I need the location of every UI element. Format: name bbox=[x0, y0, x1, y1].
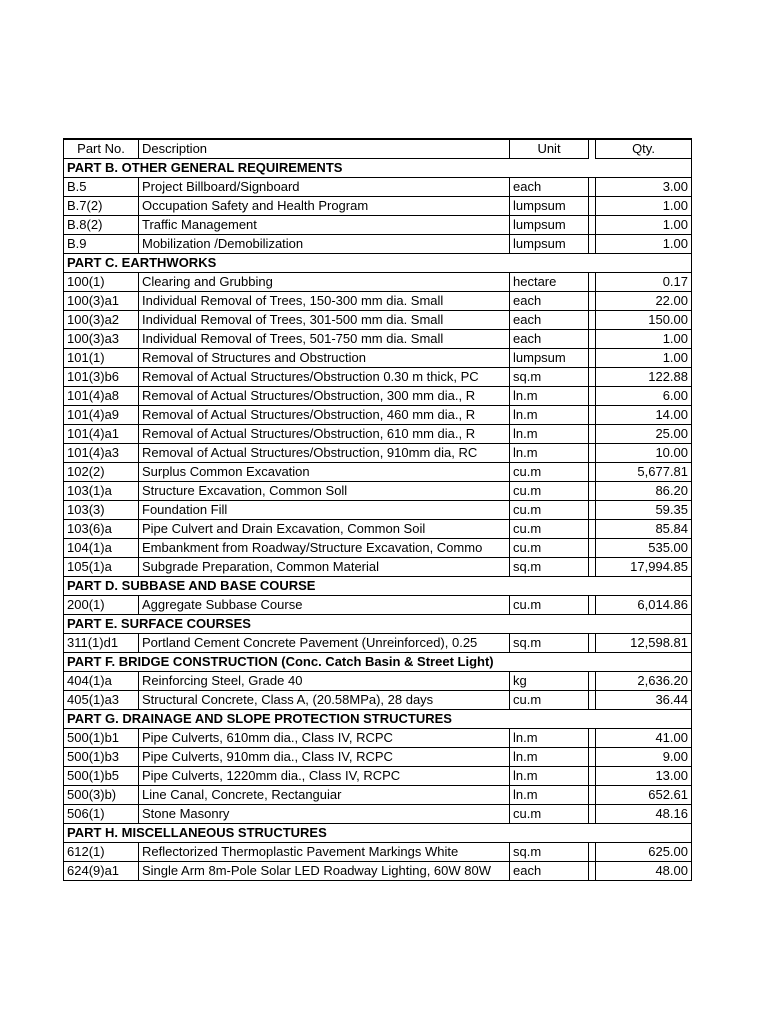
description-cell: Reflectorized Thermoplastic Pavement Markings White bbox=[139, 843, 510, 862]
description-cell: Removal of Actual Structures/Obstruction, 910mm dia, RC bbox=[139, 444, 510, 463]
description-cell: Removal of Actual Structures/Obstruction, 460 mm dia., R bbox=[139, 406, 510, 425]
qty-cell: 85.84 bbox=[596, 520, 692, 539]
qty-cell: 48.16 bbox=[596, 805, 692, 824]
table-row bbox=[64, 311, 692, 330]
table-row bbox=[64, 482, 692, 501]
description-cell: Embankment from Roadway/Structure Excavation, Commo bbox=[139, 539, 510, 558]
part-no-cell: 101(4)a8 bbox=[64, 387, 139, 406]
qty-cell: 1.00 bbox=[596, 330, 692, 349]
qty-cell: 1.00 bbox=[596, 216, 692, 235]
qty-cell: 1.00 bbox=[596, 349, 692, 368]
unit-cell: ln.m bbox=[510, 729, 589, 748]
part-no-cell: 100(1) bbox=[64, 273, 139, 292]
header-qty: Qty. bbox=[596, 139, 692, 159]
section-title: PART F. BRIDGE CONSTRUCTION (Conc. Catch Basin & Street Light) bbox=[64, 653, 589, 672]
section-title: PART E. SURFACE COURSES bbox=[64, 615, 589, 634]
part-no-cell: 103(3) bbox=[64, 501, 139, 520]
unit-cell: ln.m bbox=[510, 786, 589, 805]
table-row bbox=[64, 425, 692, 444]
table-row bbox=[64, 501, 692, 520]
section-header-row bbox=[64, 159, 692, 178]
description-cell: Pipe Culverts, 910mm dia., Class IV, RCPC bbox=[139, 748, 510, 767]
qty-cell: 13.00 bbox=[596, 767, 692, 786]
unit-cell: cu.m bbox=[510, 539, 589, 558]
header-description: Description bbox=[139, 139, 510, 159]
qty-cell: 36.44 bbox=[596, 691, 692, 710]
description-cell: Pipe Culverts, 610mm dia., Class IV, RCPC bbox=[139, 729, 510, 748]
description-cell: Reinforcing Steel, Grade 40 bbox=[139, 672, 510, 691]
description-cell: Pipe Culvert and Drain Excavation, Common Soil bbox=[139, 520, 510, 539]
section-title: PART H. MISCELLANEOUS STRUCTURES bbox=[64, 824, 589, 843]
unit-cell: lumpsum bbox=[510, 197, 589, 216]
section-header-row bbox=[64, 254, 692, 273]
part-no-cell: 101(4)a3 bbox=[64, 444, 139, 463]
description-cell: Traffic Management bbox=[139, 216, 510, 235]
part-no-cell: 612(1) bbox=[64, 843, 139, 862]
table-row bbox=[64, 406, 692, 425]
unit-cell: cu.m bbox=[510, 482, 589, 501]
unit-cell: cu.m bbox=[510, 805, 589, 824]
unit-cell: hectare bbox=[510, 273, 589, 292]
description-cell: Project Billboard/Signboard bbox=[139, 178, 510, 197]
part-no-cell: 101(3)b6 bbox=[64, 368, 139, 387]
part-no-cell: 100(3)a1 bbox=[64, 292, 139, 311]
description-cell: Foundation Fill bbox=[139, 501, 510, 520]
unit-cell: ln.m bbox=[510, 387, 589, 406]
unit-cell: each bbox=[510, 330, 589, 349]
unit-cell: kg bbox=[510, 672, 589, 691]
section-header-row bbox=[64, 577, 692, 596]
section-header-row bbox=[64, 710, 692, 729]
part-no-cell: 311(1)d1 bbox=[64, 634, 139, 653]
unit-cell: each bbox=[510, 178, 589, 197]
qty-cell: 150.00 bbox=[596, 311, 692, 330]
qty-cell: 6,014.86 bbox=[596, 596, 692, 615]
part-no-cell: 104(1)a bbox=[64, 539, 139, 558]
bill-of-quantities-table bbox=[63, 138, 692, 881]
table-row bbox=[64, 216, 692, 235]
description-cell: Subgrade Preparation, Common Material bbox=[139, 558, 510, 577]
part-no-cell: 200(1) bbox=[64, 596, 139, 615]
part-no-cell: B.9 bbox=[64, 235, 139, 254]
unit-cell: cu.m bbox=[510, 691, 589, 710]
part-no-cell: 102(2) bbox=[64, 463, 139, 482]
table-row bbox=[64, 520, 692, 539]
table-body bbox=[64, 159, 692, 881]
table-row bbox=[64, 634, 692, 653]
qty-cell: 625.00 bbox=[596, 843, 692, 862]
description-cell: Individual Removal of Trees, 301-500 mm dia. Small bbox=[139, 311, 510, 330]
qty-cell: 0.17 bbox=[596, 273, 692, 292]
table-row bbox=[64, 748, 692, 767]
part-no-cell: B.7(2) bbox=[64, 197, 139, 216]
description-cell: Clearing and Grubbing bbox=[139, 273, 510, 292]
qty-cell: 652.61 bbox=[596, 786, 692, 805]
section-title: PART D. SUBBASE AND BASE COURSE bbox=[64, 577, 589, 596]
qty-cell: 6.00 bbox=[596, 387, 692, 406]
part-no-cell: 405(1)a3 bbox=[64, 691, 139, 710]
table-row bbox=[64, 805, 692, 824]
table-row bbox=[64, 786, 692, 805]
unit-cell: cu.m bbox=[510, 501, 589, 520]
table-row bbox=[64, 596, 692, 615]
part-no-cell: 506(1) bbox=[64, 805, 139, 824]
part-no-cell: 624(9)a1 bbox=[64, 862, 139, 881]
table-row bbox=[64, 178, 692, 197]
unit-cell: ln.m bbox=[510, 406, 589, 425]
table-row bbox=[64, 349, 692, 368]
description-cell: Individual Removal of Trees, 150-300 mm dia. Small bbox=[139, 292, 510, 311]
qty-cell: 86.20 bbox=[596, 482, 692, 501]
part-no-cell: 103(1)a bbox=[64, 482, 139, 501]
description-cell: Removal of Structures and Obstruction bbox=[139, 349, 510, 368]
table-row bbox=[64, 444, 692, 463]
qty-cell: 48.00 bbox=[596, 862, 692, 881]
unit-cell: cu.m bbox=[510, 520, 589, 539]
unit-cell: cu.m bbox=[510, 463, 589, 482]
table-row bbox=[64, 292, 692, 311]
qty-cell: 1.00 bbox=[596, 235, 692, 254]
unit-cell: lumpsum bbox=[510, 349, 589, 368]
table-row bbox=[64, 862, 692, 881]
unit-cell: ln.m bbox=[510, 444, 589, 463]
qty-cell: 17,994.85 bbox=[596, 558, 692, 577]
table-row bbox=[64, 235, 692, 254]
section-header-row bbox=[64, 615, 692, 634]
qty-cell: 3.00 bbox=[596, 178, 692, 197]
description-cell: Pipe Culverts, 1220mm dia., Class IV, RCPC bbox=[139, 767, 510, 786]
description-cell: Mobilization /Demobilization bbox=[139, 235, 510, 254]
part-no-cell: B.5 bbox=[64, 178, 139, 197]
description-cell: Structure Excavation, Common Soll bbox=[139, 482, 510, 501]
description-cell: Removal of Actual Structures/Obstruction, 300 mm dia., R bbox=[139, 387, 510, 406]
unit-cell: ln.m bbox=[510, 425, 589, 444]
table-row bbox=[64, 729, 692, 748]
unit-cell: lumpsum bbox=[510, 216, 589, 235]
part-no-cell: B.8(2) bbox=[64, 216, 139, 235]
table-row bbox=[64, 273, 692, 292]
qty-cell: 22.00 bbox=[596, 292, 692, 311]
part-no-cell: 100(3)a3 bbox=[64, 330, 139, 349]
description-cell: Individual Removal of Trees, 501-750 mm dia. Small bbox=[139, 330, 510, 349]
description-cell: Surplus Common Excavation bbox=[139, 463, 510, 482]
unit-cell: lumpsum bbox=[510, 235, 589, 254]
part-no-cell: 500(1)b1 bbox=[64, 729, 139, 748]
part-no-cell: 500(1)b3 bbox=[64, 748, 139, 767]
qty-cell: 5,677.81 bbox=[596, 463, 692, 482]
description-cell: Removal of Actual Structures/Obstruction 0.30 m thick, PC bbox=[139, 368, 510, 387]
part-no-cell: 404(1)a bbox=[64, 672, 139, 691]
part-no-cell: 101(4)a1 bbox=[64, 425, 139, 444]
description-cell: Removal of Actual Structures/Obstruction, 610 mm dia., R bbox=[139, 425, 510, 444]
quantity-sheet bbox=[63, 138, 692, 881]
description-cell: Single Arm 8m-Pole Solar LED Roadway Lighting, 60W 80W bbox=[139, 862, 510, 881]
table-row bbox=[64, 197, 692, 216]
unit-cell: each bbox=[510, 311, 589, 330]
part-no-cell: 100(3)a2 bbox=[64, 311, 139, 330]
unit-cell: ln.m bbox=[510, 767, 589, 786]
unit-cell: sq.m bbox=[510, 368, 589, 387]
section-title: PART G. DRAINAGE AND SLOPE PROTECTION STRUCTURES bbox=[64, 710, 589, 729]
table-row bbox=[64, 843, 692, 862]
qty-cell: 1.00 bbox=[596, 197, 692, 216]
section-title: PART C. EARTHWORKS bbox=[64, 254, 589, 273]
part-no-cell: 101(4)a9 bbox=[64, 406, 139, 425]
table-row bbox=[64, 463, 692, 482]
description-cell: Occupation Safety and Health Program bbox=[139, 197, 510, 216]
table-row bbox=[64, 368, 692, 387]
header-part-no: Part No. bbox=[64, 139, 139, 159]
table-header-row bbox=[64, 139, 692, 159]
description-cell: Portland Cement Concrete Pavement (Unreinforced), 0.25 bbox=[139, 634, 510, 653]
description-cell: Aggregate Subbase Course bbox=[139, 596, 510, 615]
section-header-row bbox=[64, 653, 692, 672]
qty-cell: 12,598.81 bbox=[596, 634, 692, 653]
unit-cell: sq.m bbox=[510, 843, 589, 862]
unit-cell: each bbox=[510, 862, 589, 881]
part-no-cell: 500(1)b5 bbox=[64, 767, 139, 786]
section-header-row bbox=[64, 824, 692, 843]
header-unit: Unit bbox=[510, 139, 589, 159]
table-row bbox=[64, 330, 692, 349]
qty-cell: 2,636.20 bbox=[596, 672, 692, 691]
table-row bbox=[64, 558, 692, 577]
table-row bbox=[64, 387, 692, 406]
qty-cell: 9.00 bbox=[596, 748, 692, 767]
description-cell: Line Canal, Concrete, Rectanguiar bbox=[139, 786, 510, 805]
part-no-cell: 103(6)a bbox=[64, 520, 139, 539]
unit-cell: each bbox=[510, 292, 589, 311]
qty-cell: 59.35 bbox=[596, 501, 692, 520]
part-no-cell: 101(1) bbox=[64, 349, 139, 368]
table-row bbox=[64, 767, 692, 786]
part-no-cell: 105(1)a bbox=[64, 558, 139, 577]
table-row bbox=[64, 691, 692, 710]
part-no-cell: 500(3)b) bbox=[64, 786, 139, 805]
qty-cell: 122.88 bbox=[596, 368, 692, 387]
table-row bbox=[64, 672, 692, 691]
qty-cell: 535.00 bbox=[596, 539, 692, 558]
unit-cell: sq.m bbox=[510, 558, 589, 577]
qty-cell: 41.00 bbox=[596, 729, 692, 748]
unit-cell: cu.m bbox=[510, 596, 589, 615]
table-row bbox=[64, 539, 692, 558]
description-cell: Stone Masonry bbox=[139, 805, 510, 824]
unit-cell: ln.m bbox=[510, 748, 589, 767]
description-cell: Structural Concrete, Class A, (20.58MPa), 28 days bbox=[139, 691, 510, 710]
unit-cell: sq.m bbox=[510, 634, 589, 653]
section-title: PART B. OTHER GENERAL REQUIREMENTS bbox=[64, 159, 589, 178]
qty-cell: 10.00 bbox=[596, 444, 692, 463]
qty-cell: 14.00 bbox=[596, 406, 692, 425]
qty-cell: 25.00 bbox=[596, 425, 692, 444]
